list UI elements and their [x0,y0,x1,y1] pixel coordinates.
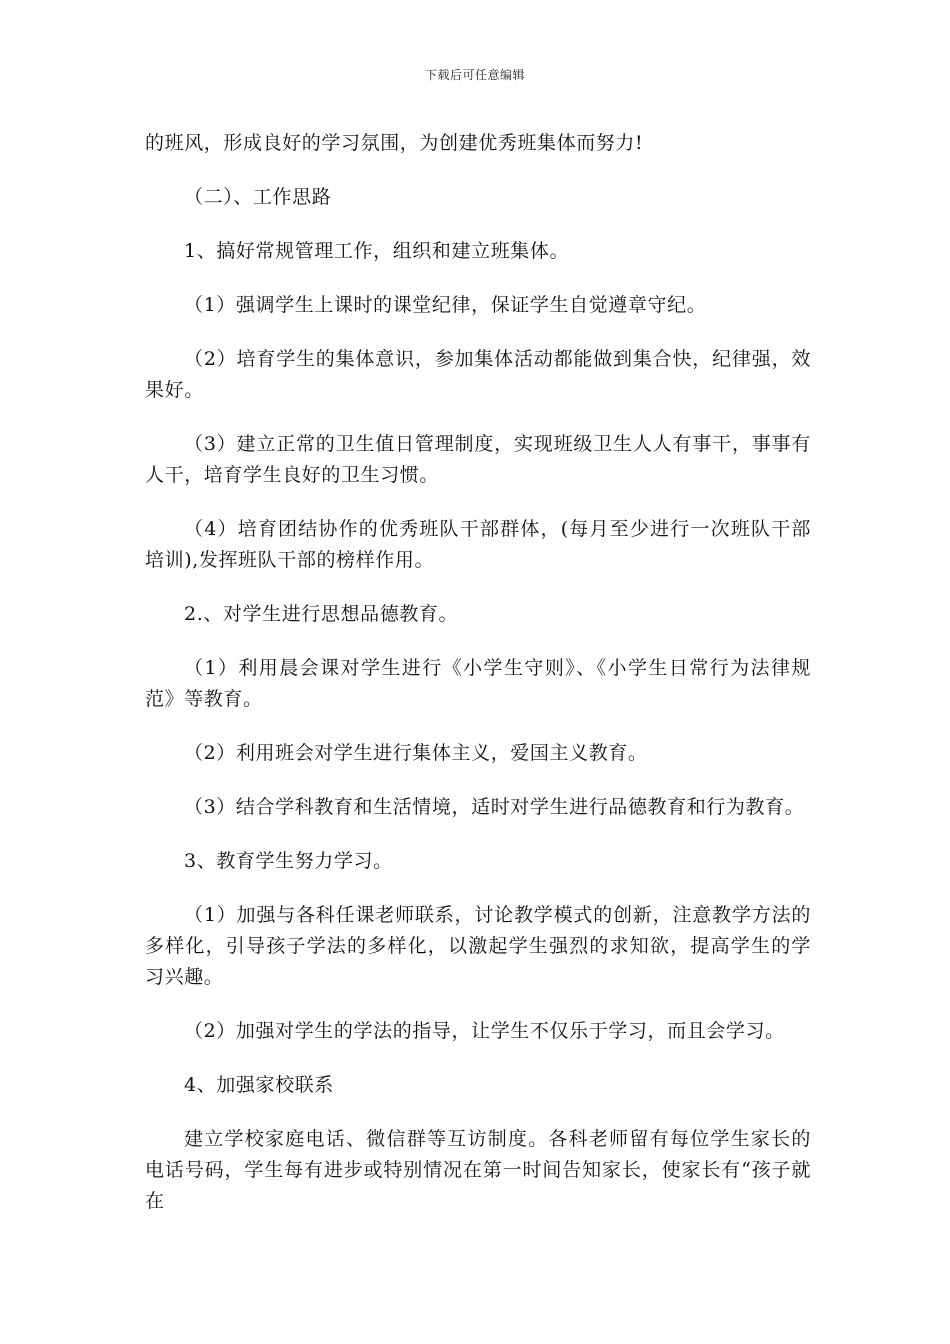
list-item: （4）培育团结协作的优秀班队干部群体，(每月至少进行一次班队干部培训),发挥班队干部的榜样作用。 [145,518,811,571]
list-item: （1）强调学生上课时的课堂纪律，保证学生自觉遵章守纪。 [184,294,707,316]
list-item: （3）建立正常的卫生值日管理制度，实现班级卫生人人有事干，事事有人干，培育学生良好的卫生习惯。 [145,433,811,486]
page-header: 下载后可任意编辑 [424,68,525,82]
item-heading-home-school-contact: 4、加强家校联系 [184,1074,334,1096]
list-item: （3）结合学科教育和生活情境，适时对学生进行品德教育和行为教育。 [184,796,805,818]
list-item: （2）加强对学生的学法的指导，让学生不仅乐于学习，而且会学习。 [184,1020,785,1042]
item-heading-moral-education: 2.、对学生进行思想品德教育。 [184,603,459,625]
list-item: （2）培育学生的集体意识，参加集体活动都能做到集合快，纪律强，效果好。 [145,348,811,401]
paragraph: 建立学校家庭电话、微信群等互访制度。各科老师留有每位学生家长的电话号码，学生每有进步或特别情况在第一时间告知家长，使家长有“孩子就在 [145,1128,811,1212]
section-heading-work-ideas: （二）、工作思路 [184,186,332,208]
list-item: （1）加强与各科任课老师联系，讨论教学模式的创新，注意教学方法的多样化，引导孩子学法的多样化，以激起学生强烈的求知欲，提高学生的学习兴趣。 [145,904,811,988]
item-heading-routine-management: 1、搞好常规管理工作，组织和建立班集体。 [184,240,570,262]
list-item: （2）利用班会对学生进行集体主义，爱国主义教育。 [184,742,648,764]
paragraph-continuation: 的班风，形成良好的学习氛围，为创建优秀班集体而努力! [145,132,644,154]
item-heading-study-education: 3、教育学生努力学习。 [184,850,393,872]
list-item: （1）利用晨会课对学生进行《小学生守则》、《小学生日常行为法律规范》等教育。 [145,657,811,710]
document-body [145,128,811,1240]
